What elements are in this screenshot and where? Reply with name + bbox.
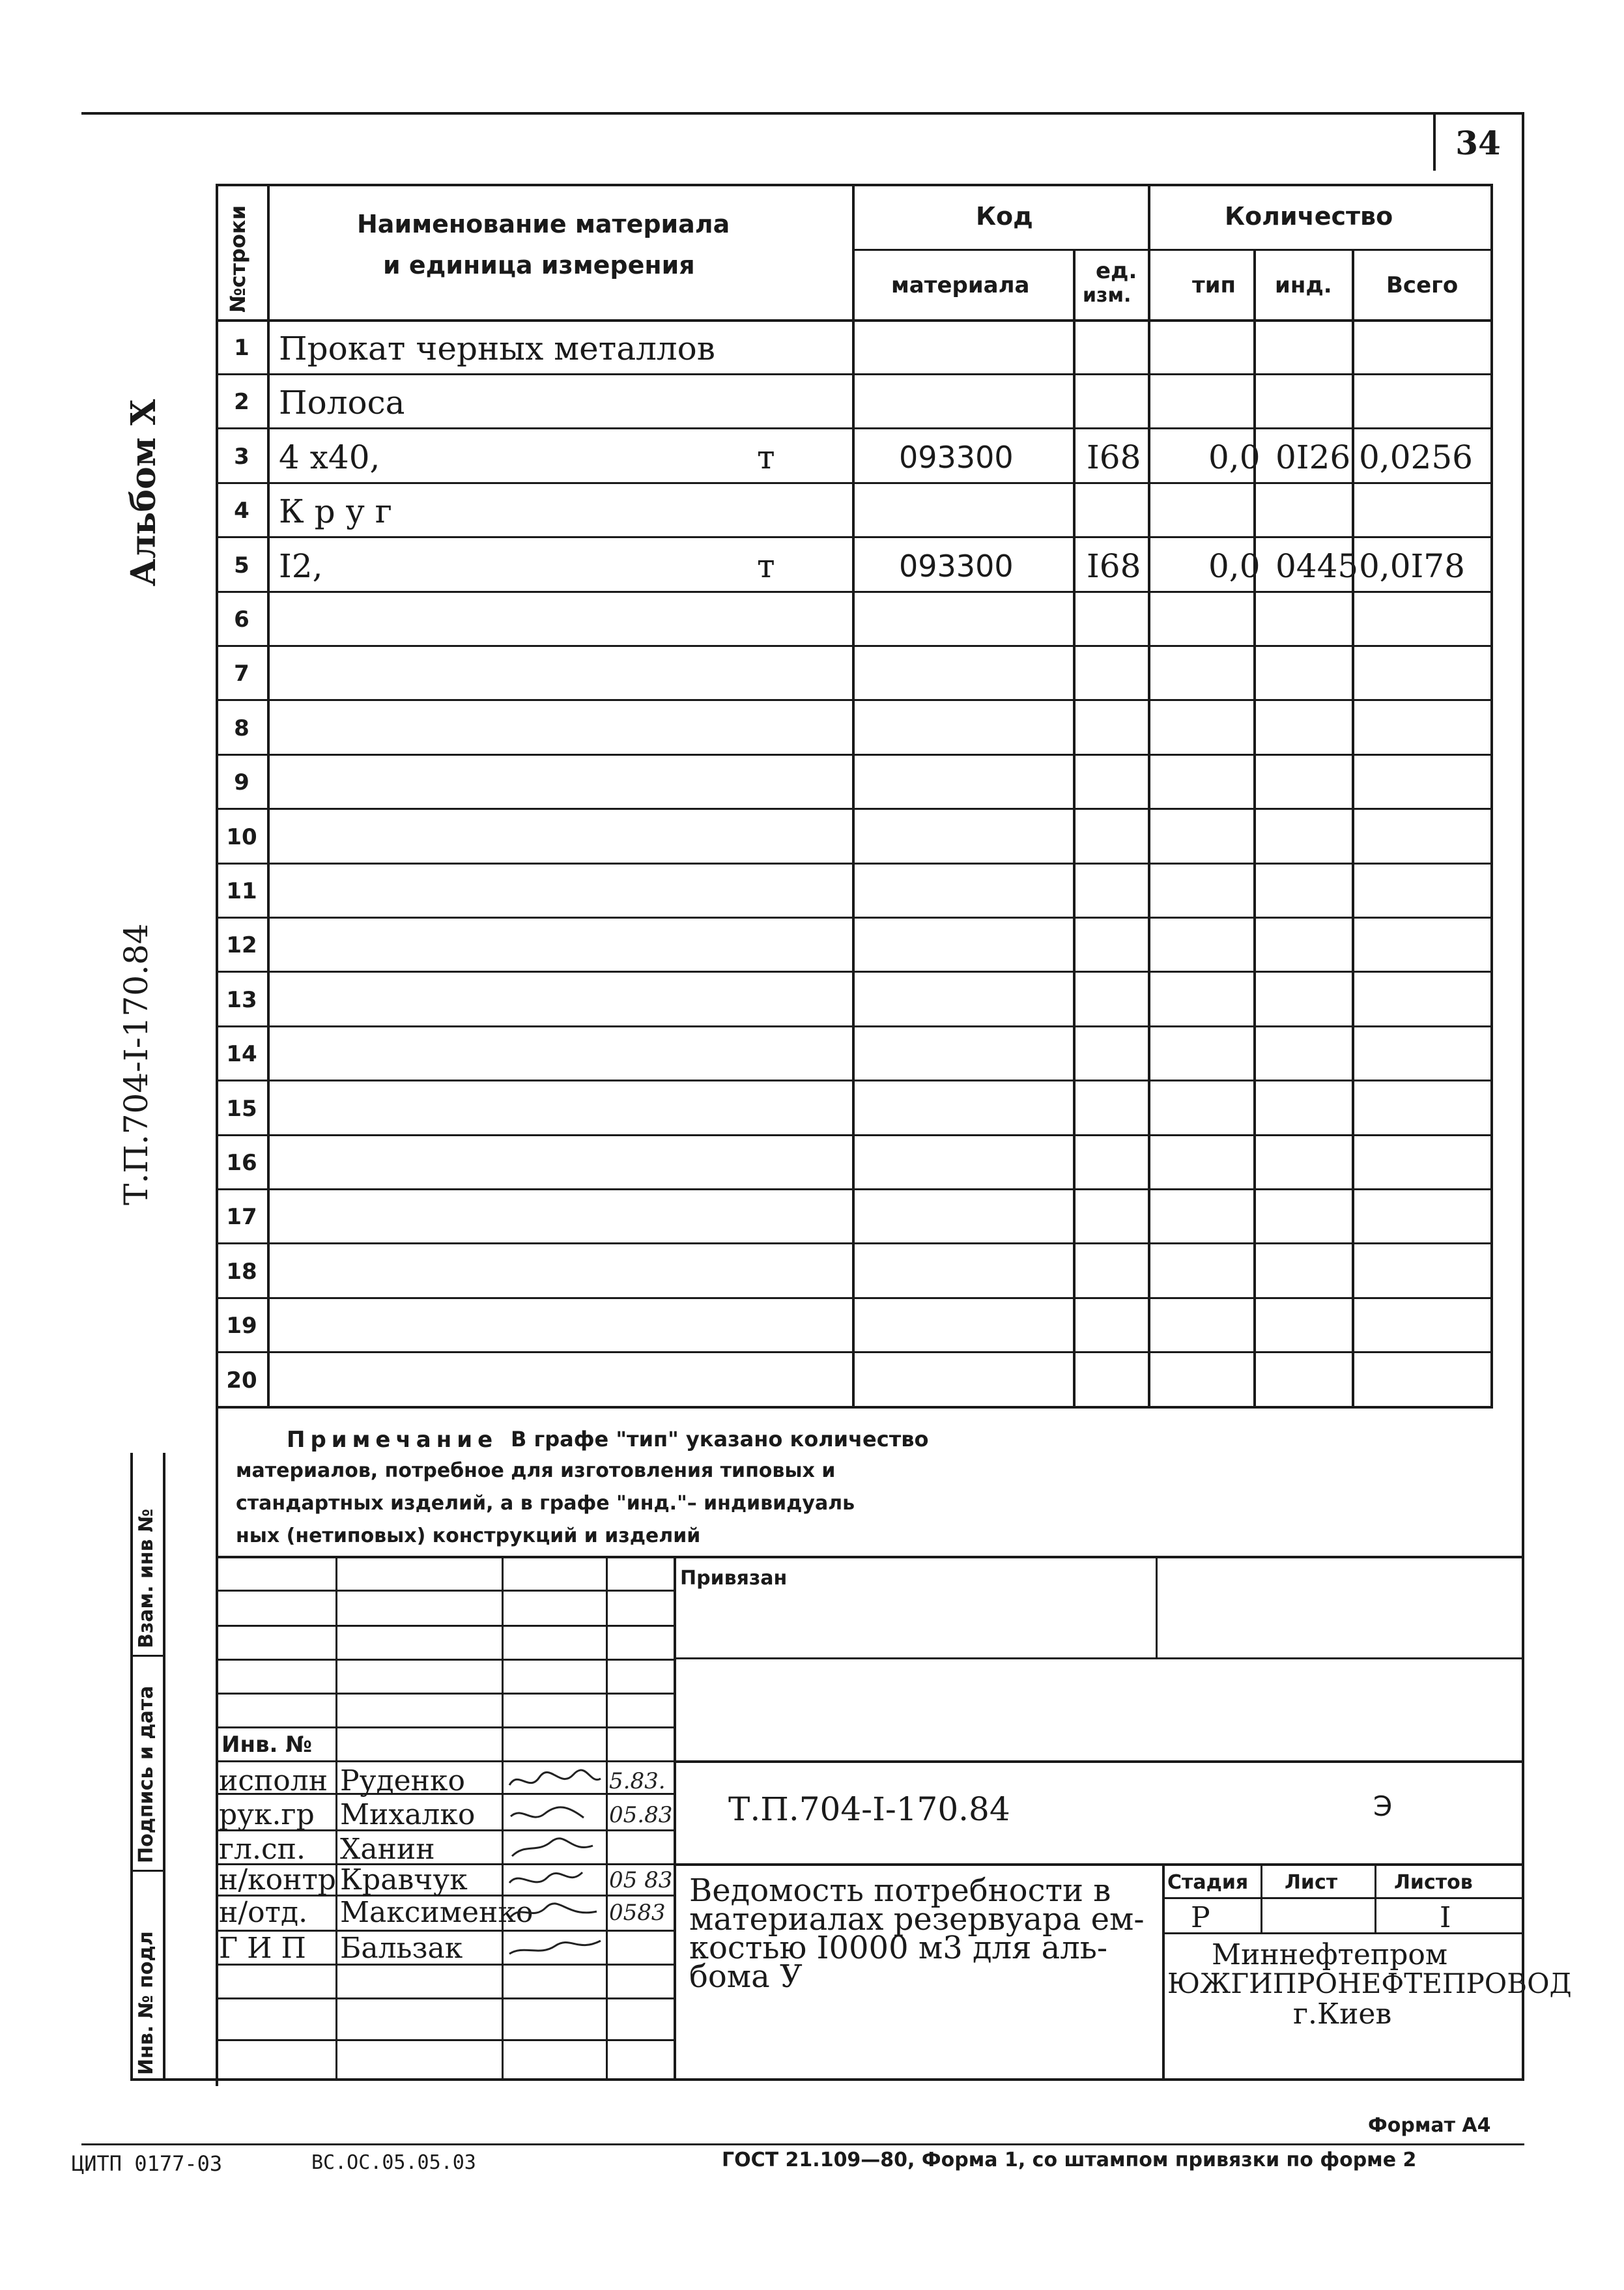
row-number: 1 xyxy=(234,335,249,361)
col-ind-sep xyxy=(1352,249,1354,1409)
row-ind: 0445 xyxy=(1275,547,1359,585)
row-code: 093300 xyxy=(899,549,1014,584)
stamp-col-3 xyxy=(606,1556,608,2078)
signer-name: Ханин xyxy=(340,1833,435,1866)
row-divider xyxy=(216,645,1493,647)
row-name: Полоса xyxy=(279,384,405,422)
note-line4: ных (нетиповых) конструкций и изделий xyxy=(236,1524,701,1547)
signer-role: н/контр xyxy=(219,1863,336,1896)
row-divider xyxy=(216,1351,1493,1353)
note-lead: Примечание xyxy=(287,1427,498,1453)
project-code-vertical: Т.П.704-I-170.84 xyxy=(117,923,155,1205)
page-number-box-left xyxy=(1433,112,1436,171)
row-tip: 0,0 xyxy=(1208,438,1261,476)
footer-format: Формат А4 xyxy=(1368,2114,1491,2137)
row-number: 5 xyxy=(234,552,249,579)
note-line3: стандартных изделий, а в графе "инд."– индивидуаль xyxy=(236,1492,855,1515)
row-number: 16 xyxy=(226,1150,257,1176)
stamp-col-2 xyxy=(502,1556,504,2078)
stadiya-value: Р xyxy=(1191,1901,1210,1934)
row-total: 0,0I78 xyxy=(1359,547,1465,585)
side-vzam-inv: Взам. инв № xyxy=(135,1508,158,1648)
row-name: 4 x40, xyxy=(279,438,380,476)
signature-scribble xyxy=(506,1897,603,1927)
signature-scribble xyxy=(506,1933,603,1963)
stamp-row-a xyxy=(216,1590,674,1592)
stamp-stadiya-row xyxy=(1162,1897,1522,1899)
header-ed-2: изм. xyxy=(1083,284,1132,307)
row-number: 4 xyxy=(234,498,249,524)
signature-scribble xyxy=(506,1834,603,1864)
row-number: 19 xyxy=(226,1313,257,1339)
privyazan-label: Привязан xyxy=(680,1567,788,1590)
stamp-row-m xyxy=(216,1997,674,1999)
page-right-border xyxy=(1522,171,1524,2080)
table-top-border xyxy=(216,184,1493,186)
header-ind: инд. xyxy=(1275,272,1332,298)
signer-name: Руденко xyxy=(340,1764,465,1797)
stadiya-label: Стадия xyxy=(1167,1871,1249,1894)
top-rule xyxy=(81,112,1524,115)
row-number: 17 xyxy=(226,1204,257,1230)
doc-title xyxy=(689,1872,1145,1995)
row-name: Прокат черных металлов xyxy=(279,330,715,367)
stamp-col-4 xyxy=(674,1556,676,2078)
col-name-sep xyxy=(852,184,855,1409)
row-divider xyxy=(216,1242,1493,1244)
header-name-line2: и единица измерения xyxy=(383,251,695,279)
stamp-right-row-3 xyxy=(674,1863,1522,1866)
row-name: К р у г xyxy=(279,493,392,530)
side-strip-sep-2 xyxy=(130,1870,163,1872)
signature-scribble xyxy=(506,1799,603,1829)
row-divider xyxy=(216,1080,1493,1081)
stamp-title-sep xyxy=(1162,1863,1165,2078)
signer-date: 5.83. xyxy=(609,1768,666,1794)
row-ed: I68 xyxy=(1087,547,1141,585)
doc-letter: Э xyxy=(1373,1790,1393,1822)
header-tip: тип xyxy=(1192,272,1236,298)
header-mid-line xyxy=(852,249,1493,251)
doc-title-line3: костью I0000 м3 для аль- xyxy=(689,1930,1108,1966)
list-label: Лист xyxy=(1285,1871,1338,1894)
table-body-bottom xyxy=(216,1406,1493,1409)
stamp-row-n xyxy=(216,2039,674,2041)
header-materiala: материала xyxy=(891,272,1030,298)
header-kolichestvo: Количество xyxy=(1225,202,1393,231)
header-name-line1: Наименование материала xyxy=(357,210,730,238)
row-number: 18 xyxy=(226,1259,257,1285)
row-divider xyxy=(216,754,1493,756)
row-tip: 0,0 xyxy=(1208,547,1261,585)
signer-role: гл.сп. xyxy=(219,1833,306,1866)
row-divider xyxy=(216,1134,1493,1136)
signer-name: Максименко xyxy=(340,1896,534,1929)
row-number: 9 xyxy=(234,769,249,795)
row-divider xyxy=(216,1025,1493,1027)
doc-title-line2: материалах резервуара ем- xyxy=(689,1901,1145,1938)
page-number-box-right xyxy=(1522,112,1524,171)
row-divider xyxy=(216,427,1493,429)
row-total: 0,0256 xyxy=(1359,438,1473,476)
signer-role: рук.гр xyxy=(219,1798,315,1831)
footer-rule xyxy=(81,2143,1524,2145)
doc-title-line1: Ведомость потребности в xyxy=(689,1872,1111,1909)
listov-value: I xyxy=(1440,1901,1451,1934)
privyazan-sep xyxy=(1156,1556,1158,1657)
row-divider xyxy=(216,482,1493,484)
footer-gost: ГОСТ 21.109—80, Форма 1, со штампом привязки по форме 2 xyxy=(722,2149,1417,2171)
org-line3: г.Киев xyxy=(1293,1997,1392,2031)
footer-left1: ЦИТП 0177-03 xyxy=(72,2151,223,2176)
footer-left2: ВС.ОС.05.05.03 xyxy=(311,2151,476,2174)
row-divider xyxy=(216,917,1493,919)
col-tip-sep xyxy=(1253,249,1256,1409)
header-row-no: №строки xyxy=(225,205,250,313)
row-number: 13 xyxy=(226,987,257,1013)
org-line1: Миннефтепром xyxy=(1212,1938,1448,1971)
row-number: 2 xyxy=(234,389,249,415)
signer-name: Бальзак xyxy=(340,1932,463,1965)
doc-title-line4: бома У xyxy=(689,1958,803,1995)
signature-scribble xyxy=(506,1766,603,1796)
row-number: 20 xyxy=(226,1367,257,1394)
stamp-bottom xyxy=(130,2078,1524,2081)
signer-date: 05.83 xyxy=(609,1802,673,1828)
side-strip-right xyxy=(163,1453,165,2080)
org-line2: ЮЖГИПРОНЕФТЕПРОВОД xyxy=(1167,1968,1572,1999)
row-divider xyxy=(216,971,1493,973)
doc-code: Т.П.704-I-170.84 xyxy=(728,1790,1010,1828)
side-inv-podl: Инв. № подл xyxy=(135,1931,158,2075)
header-kod: Код xyxy=(976,202,1033,231)
note-line1: В графе "тип" указано количество xyxy=(511,1427,929,1452)
stamp-row-c xyxy=(216,1659,674,1661)
signer-date: 05 83 xyxy=(609,1867,673,1893)
row-number: 3 xyxy=(234,444,249,470)
row-divider xyxy=(216,1188,1493,1190)
stamp-row-b xyxy=(216,1625,674,1627)
table-right-border xyxy=(1490,184,1493,1409)
row-number: 14 xyxy=(226,1041,257,1067)
stamp-row-e xyxy=(216,1726,674,1728)
row-number: 8 xyxy=(234,715,249,741)
signer-role: н/отд. xyxy=(219,1896,308,1929)
row-divider xyxy=(216,1297,1493,1299)
note-line2: материалов, потребное для изготовления типовых и xyxy=(236,1459,836,1482)
row-divider xyxy=(216,808,1493,810)
side-podpis-data: Подпись и дата xyxy=(135,1685,158,1863)
side-strip-sep-1 xyxy=(130,1655,163,1657)
row-number: 10 xyxy=(226,824,257,850)
row-divider xyxy=(216,699,1493,701)
signature-scribble xyxy=(506,1865,603,1895)
inv-no-label: Инв. № xyxy=(221,1732,313,1758)
row-number: 6 xyxy=(234,607,249,633)
row-number: 7 xyxy=(234,661,249,687)
page-number: 34 xyxy=(1455,124,1501,162)
stamp-org-row xyxy=(1162,1932,1522,1934)
signer-role: исполн xyxy=(219,1764,328,1797)
row-code: 093300 xyxy=(899,440,1014,475)
row-unit: т xyxy=(757,547,775,585)
row-ed: I68 xyxy=(1087,438,1141,476)
row-number: 11 xyxy=(226,878,257,904)
row-name: I2, xyxy=(279,547,323,585)
row-ind: 0I26 xyxy=(1275,438,1351,476)
stamp-right-row-2 xyxy=(674,1760,1522,1763)
stamp-row-f xyxy=(216,1760,674,1762)
row-divider xyxy=(216,373,1493,375)
stamp-top xyxy=(216,1556,1522,1558)
signer-name: Кравчук xyxy=(340,1863,468,1896)
signer-role: Г И П xyxy=(219,1932,306,1965)
header-ed-1: ед. xyxy=(1096,258,1137,284)
row-divider xyxy=(216,591,1493,593)
side-strip-left xyxy=(130,1453,133,2080)
col-code-sep xyxy=(1073,249,1076,1409)
stamp-right-row-1 xyxy=(674,1657,1522,1659)
signer-date: 0583 xyxy=(609,1900,666,1926)
signer-name: Михалко xyxy=(340,1798,476,1831)
header-bottom-line xyxy=(216,319,1493,322)
listov-label: Листов xyxy=(1394,1871,1473,1894)
stamp-row-d xyxy=(216,1693,674,1695)
col-ed-sep xyxy=(1148,184,1150,1409)
row-number: 15 xyxy=(226,1096,257,1122)
album-label: Альбом X xyxy=(124,399,164,586)
row-unit: т xyxy=(757,438,775,476)
row-divider xyxy=(216,863,1493,865)
header-vsego: Всего xyxy=(1386,272,1459,298)
row-number: 12 xyxy=(226,932,257,958)
row-divider xyxy=(216,536,1493,538)
stamp-col-1 xyxy=(335,1556,337,2078)
